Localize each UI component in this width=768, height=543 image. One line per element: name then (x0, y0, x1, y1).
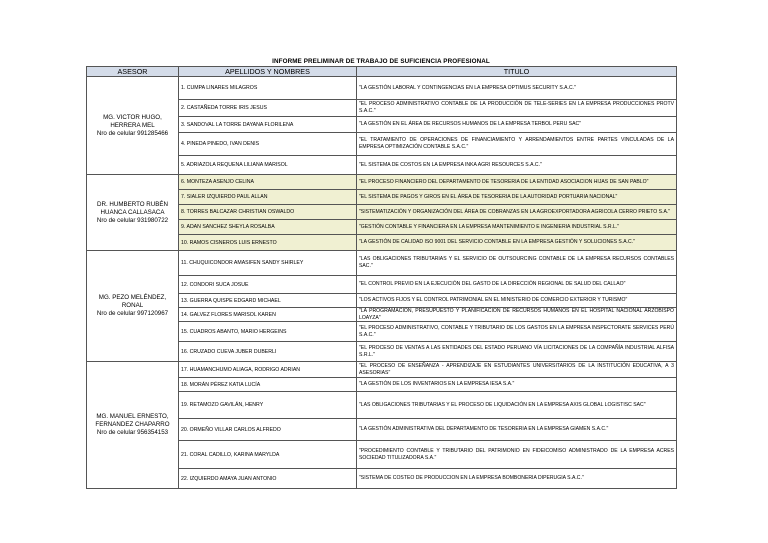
asesor-name: MG. VICTOR HUGO, HERRERA MEL (103, 113, 162, 129)
thesis-title: "GESTIÓN CONTABLE Y FINANCIERA EN LA EMPRESA MANTENIMIENTO E INGENIERIA INDUSTRIAL S.R.L." (357, 220, 677, 235)
asesor-phone: Nro de celular 991285466 (96, 129, 169, 137)
thesis-title: "EL SISTEMA DE PAGOS Y GIROS EN EL ÁREA DE TESORERIA DE LA AUTORIDAD PORTUARIA NACIONAL" (357, 190, 677, 205)
asesor-cell (87, 251, 179, 362)
student-name: 17. HUAMANCHUMO ALIAGA, RODRIGO ADRIAN (179, 362, 357, 378)
student-name: 11. CHUQUICONDOR AMASIFEN SANDY SHIRLEY (179, 251, 357, 276)
thesis-title: "LA GESTIÓN DE LOS INVENTARIOS EN LA EMPRESA IESA S.A." (357, 378, 677, 392)
thesis-title: "EL PROCESO DE ENSEÑANZA - APRENDIZAJE EN ESTUDIANTES UNIVERSITARIOS DE LA INSTITUCIÓN EDUCATIVA, A 3 ASESORIAS" (357, 362, 677, 378)
student-name: 2. CASTAÑEDA TORRE IRIS JESUS (179, 100, 357, 117)
table-row (87, 175, 677, 190)
student-name: 16. CRUZADO CUEVA JUBER DUBERLI (179, 342, 357, 362)
student-name: 21. CORAL CADILLO, KARINA MARYLDA (179, 441, 357, 469)
student-name: 3. SANDOVAL LA TORRE DAYANA FLORILENA (179, 117, 357, 133)
asesor-cell (87, 175, 179, 251)
asesor-cell (87, 362, 179, 489)
thesis-title: "EL CONTROL PREVIO EN LA EJECUCIÓN DEL GASTO DE LA DIRECCIÓN REGIONAL DE SALUD DEL CALLAO" (357, 276, 677, 294)
header-titulo: TITULO (357, 67, 677, 77)
thesis-title: "EL PROCESO DE VENTAS A LAS ENTIDADES DEL ESTADO PERUANO VÍA LICITACIONES DE LA COMPAÑÍA INDUSTRIAL ALFISA S.R.L." (357, 342, 677, 362)
header-asesor: ASESOR (87, 67, 179, 77)
asesor-name: MG. MANUEL ERNESTO, FERNANDEZ CHAPARRO (95, 413, 170, 429)
asesor-name: DR. HUMBERTO RUBÉN HUANCA CALLASACA (97, 200, 168, 216)
student-name: 6. MONTEZA ASENJO CELINA (179, 175, 357, 190)
thesis-title: "EL PROCESO FINANCIERO DEL DEPARTAMENTO DE TESORERIA DE LA ENTIDAD ASOCIACION HIJAS DE SAN PABLO" (357, 175, 677, 190)
student-name: 4. PINEDA PINEDO, IVAN DENIS (179, 133, 357, 156)
thesis-title: "EL TRATAMIENTO DE OPERACIONES DE FINANCIAMIENTO Y ARRENDAMIENTOS ENTRE PARTES VINCULADAS DE LA EMPRESA OPTIMIZACIÓN CONTABLE S.A.C." (357, 133, 677, 156)
thesis-title: "LAS OBLIGACIONES TRIBUTARIAS Y EL PROCESO DE LIQUIDACIÓN EN LA EMPRESA AXIS GLOBAL LOGISTISC SAC" (357, 392, 677, 419)
asesor-phone: Nro de celular 931980722 (96, 216, 169, 224)
asesor-cell (87, 77, 179, 175)
student-name: 15. CUADROS ABANTO, MARIO HERGEINS (179, 322, 357, 342)
student-name: 22. IZQUIERDO AMAYA JUAN ANTONIO (179, 469, 357, 489)
asesor-name: MG. PEZO MELÉNDEZ, RONAL (98, 294, 167, 310)
thesis-title: "EL PROCESO ADMINISTRATIVO CONTABLE DE LA PRODUCCIÓN DE TELE-SERIES EN LA EMPRESA PRODUCCIONES PROTV S.A.C." (357, 100, 677, 117)
student-name: 10. RAMOS CISNEROS LUIS ERNESTO (179, 235, 357, 251)
thesis-title: "SISTEMATIZACIÓN Y ORGANIZACIÓN DEL ÁREA DE COBRANZAS EN LA AGROEXPORTADORA AGRICOLA CERRO PRIETO S.A." (357, 205, 677, 220)
student-name: 7. SIALER IZQUIERDO PAUL ALLAN (179, 190, 357, 205)
student-name: 5. ADRIAZOLA REQUENA LILIANA MARISOL (179, 156, 357, 175)
student-name: 19. RETAMOZO GAVILÁN, HENRY (179, 392, 357, 419)
thesis-title: "LA GESTIÓN LABORAL Y CONTINGENCIAS EN LA EMPRESA OPTIMUS SECURITY S.A.C." (357, 77, 677, 100)
student-name: 12. CONDORI SUCA JOSUE (179, 276, 357, 294)
student-name: 9. ADAN SANCHEZ SHEYLA ROSALBA (179, 220, 357, 235)
thesis-title: "LA GESTIÓN DE CALIDAD ISO 9001 DEL SERVICIO CONTABLE EN LA EMPRESA GESTIÓN Y SOLUCIONES S.A.C." (357, 235, 677, 251)
thesis-title: "LA PROGRAMACIÓN, PRESUPUESTO Y PLANIFICACIÓN DE RECURSOS HUMANOS EN EL HOSPITAL NACIONAL ARZOBISPO LOAYZA" (357, 308, 677, 322)
student-name: 20. ORMEÑO VILLAR CARLOS ALFREDO (179, 419, 357, 441)
thesis-title: "EL PROCESO ADMINISTRATIVO, CONTABLE Y TRIBUTARIO DE LOS GASTOS EN LA EMPRESA INSPECTORATE SERVICES PERÚ S.A.C." (357, 322, 677, 342)
student-name: 18. MORÁN PÉREZ KATIA LUCÍA (179, 378, 357, 392)
thesis-title: "SISTEMA DE COSTEO DE PRODUCCION EN LA EMPRESA BOMBONERIA DIPERUGIA S.A.C." (357, 469, 677, 489)
asesor-phone: Nro de celular 997120967 (96, 310, 169, 318)
student-name: 14. GALVEZ FLORES MARISOL KAREN (179, 308, 357, 322)
thesis-title: "LA GESTIÓN ADMINISTRATIVA DEL DEPARTAMENTO DE TESORERIA EN LA EMPRESA GIAMEN S.A.C." (357, 419, 677, 441)
table-row (87, 77, 677, 100)
thesis-title: "LA GESTIÓN EN EL ÁREA DE RECURSOS HUMANOS DE LA EMPRESA TERBOL PERU SAC" (357, 117, 677, 133)
header-row (87, 67, 677, 77)
student-name: 8. TORRES BALCAZAR CHRISTIAN OSWALDO (179, 205, 357, 220)
thesis-title: "LAS OBLIGACIONES TRIBUTARIAS Y EL SERVICIO DE OUTSOURCING CONTABLE DE LA EMPRESA RECURSOS CONTABLES SAC." (357, 251, 677, 276)
thesis-title: "EL SISTEMA DE COSTOS EN LA EMPRESA INKA AGRI RESOURCES S.A.C." (357, 156, 677, 175)
student-name: 13. GUERRA QUISPE EDGARD MICHAEL (179, 294, 357, 308)
thesis-title: "LOS ACTIVOS FIJOS Y EL CONTROL PATRIMONIAL EN EL MINISTERIO DE COMERCIO EXTERIOR Y TURISMO" (357, 294, 677, 308)
header-apellidos: APELLIDOS Y NOMBRES (179, 67, 357, 77)
table-row (87, 251, 677, 276)
table-row (87, 362, 677, 378)
asesor-phone: Nro de celular 956354153 (96, 429, 169, 437)
report-title: INFORME PRELIMINAR DE TRABAJO DE SUFICIENCIA PROFESIONAL (272, 58, 490, 65)
thesis-title: "PROCEDIMIENTO CONTABLE Y TRIBUTARIO DEL PATRIMONIO EN FIDEICOMISO ADMINISTRADO DE LA EMPRESA ACRES SOCIEDAD TITULIZADORA S.A." (357, 441, 677, 469)
student-name: 1. CUMPA LINARES MILAGROS (179, 77, 357, 100)
report-table (86, 66, 677, 489)
